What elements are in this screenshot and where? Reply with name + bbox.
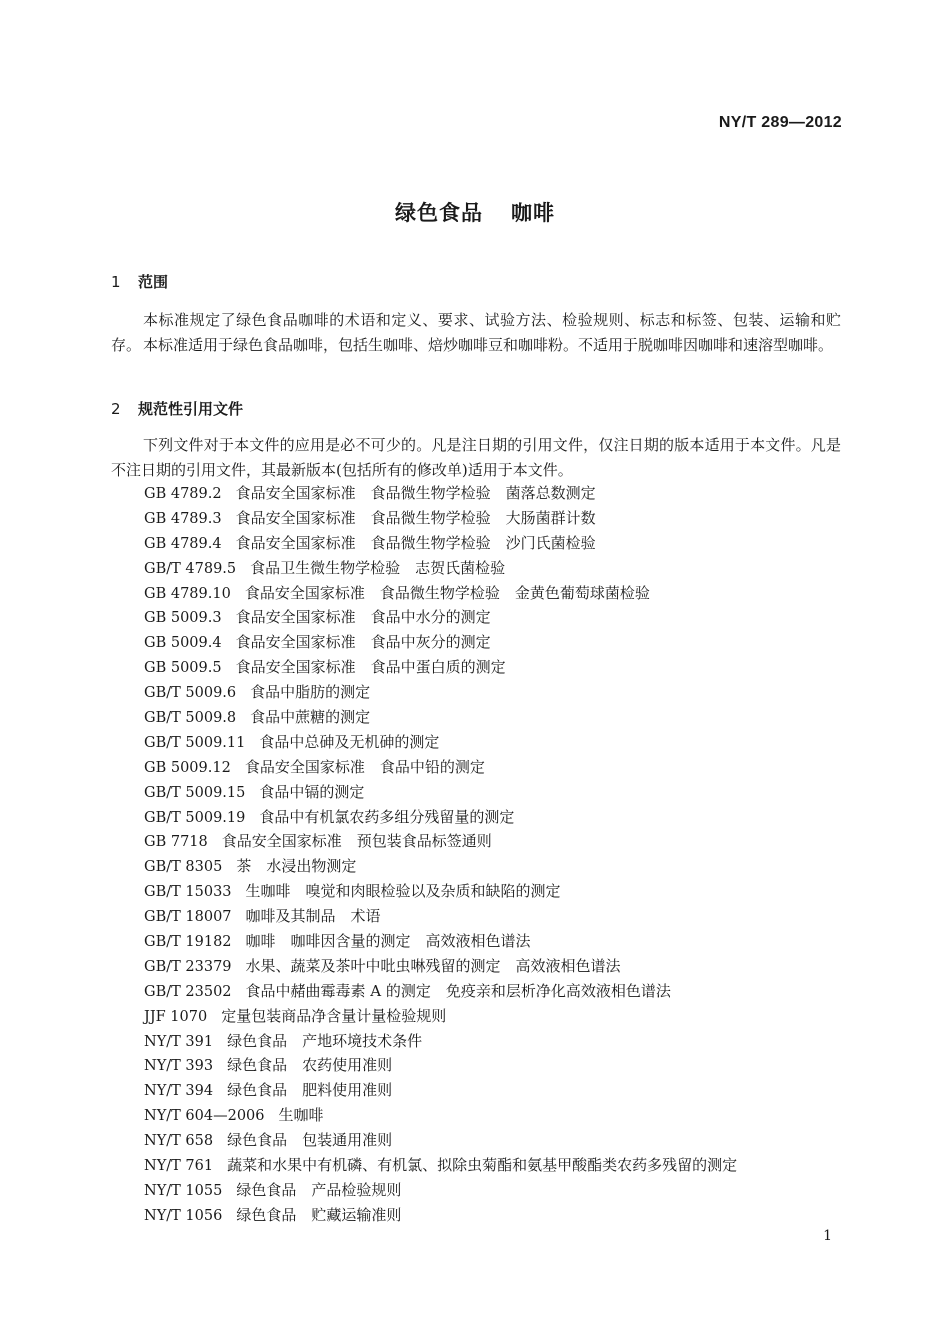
reference-code: NY/T 391 — [144, 1033, 214, 1050]
reference-code: NY/T 658 — [144, 1133, 214, 1150]
reference-item — [144, 829, 737, 854]
reference-code: GB/T 4789.5 — [144, 560, 237, 577]
reference-item — [144, 630, 737, 655]
reference-title: 食品安全国家标准 食品微生物学检验 沙门氏菌检验 — [235, 533, 596, 552]
reference-item — [144, 605, 737, 630]
reference-item — [144, 1053, 737, 1078]
reference-code: GB/T 19182 — [144, 934, 232, 951]
reference-item — [144, 680, 737, 705]
reference-item — [144, 1203, 737, 1228]
reference-code: NY/T 761 — [144, 1158, 214, 1175]
reference-code: GB/T 18007 — [144, 909, 232, 926]
reference-title: 食品中有机氯农药多组分残留量的测定 — [259, 807, 515, 826]
reference-code: GB/T 23379 — [144, 958, 232, 975]
references-intro-paragraph: 下列文件对于本文件的应用是必不可少的。凡是注日期的引用文件，仅注日期的版本适用于本文件。凡是不注日期的引用文件，其最新版本(包括所有的修改单)适用于本文件。 — [111, 436, 841, 479]
reference-code: GB/T 8305 — [144, 859, 223, 876]
reference-code: GB/T 5009.15 — [144, 784, 246, 801]
title-part-green-food: 绿色食品 — [395, 201, 483, 225]
reference-title: 食品中蔗糖的测定 — [250, 708, 371, 727]
reference-item — [144, 1128, 737, 1153]
reference-title: 食品安全国家标准 食品微生物学检验 金黄色葡萄球菌检验 — [244, 583, 650, 602]
reference-code: GB/T 23502 — [144, 983, 232, 1000]
reference-item — [144, 1029, 737, 1054]
reference-title: 食品中镉的测定 — [259, 782, 365, 801]
section-title: 范围 — [138, 273, 169, 291]
reference-title: 绿色食品 产地环境技术条件 — [227, 1031, 423, 1050]
reference-code: GB/T 15033 — [144, 884, 232, 901]
reference-item — [144, 655, 737, 680]
reference-code: GB/T 5009.19 — [144, 809, 246, 826]
reference-item — [144, 1178, 737, 1203]
reference-code: GB 5009.5 — [144, 660, 222, 677]
reference-title: 食品安全国家标准 食品微生物学检验 菌落总数测定 — [235, 484, 596, 502]
reference-item — [144, 780, 737, 805]
reference-title: 食品安全国家标准 食品中水分的测定 — [235, 608, 491, 627]
reference-code: NY/T 1055 — [144, 1182, 223, 1199]
reference-code: NY/T 1056 — [144, 1207, 223, 1224]
section-1-heading — [111, 271, 168, 292]
standard-code: NY/T 289—2012 — [718, 114, 842, 131]
scope-paragraph-1: 本标准规定了绿色食品咖啡的术语和定义、要求、试验方法、检验规则、标志和标签、包装、运输和贮存。 — [111, 311, 841, 354]
reference-item — [144, 506, 737, 531]
reference-item — [144, 854, 737, 879]
reference-item — [144, 1078, 737, 1103]
reference-title: 绿色食品 包装通用准则 — [227, 1131, 393, 1150]
reference-title: 咖啡及其制品 术语 — [245, 907, 381, 926]
reference-title: 食品安全国家标准 食品中蛋白质的测定 — [235, 658, 506, 677]
reference-code: NY/T 393 — [144, 1058, 214, 1075]
reference-code: NY/T 604—2006 — [144, 1108, 265, 1125]
title-part-coffee: 咖啡 — [511, 201, 555, 225]
reference-code: GB/T 5009.11 — [144, 734, 246, 751]
reference-code: GB 4789.4 — [144, 535, 222, 552]
reference-title: 食品卫生微生物学检验 志贺氏菌检验 — [250, 558, 506, 577]
reference-code: GB 5009.12 — [144, 759, 231, 776]
reference-item — [144, 481, 737, 506]
reference-item — [144, 979, 737, 1004]
normative-references-list — [144, 481, 737, 1228]
scope-paragraph-2: 本标准适用于绿色食品咖啡，包括生咖啡、焙炒咖啡豆和咖啡粉。不适用于脱咖啡因咖啡和速溶型咖啡。 — [143, 336, 834, 354]
reference-code: GB 5009.4 — [144, 635, 222, 652]
reference-title: 绿色食品 产品检验规则 — [236, 1180, 402, 1199]
reference-item — [144, 755, 737, 780]
reference-item — [144, 705, 737, 730]
section-number: 1 — [111, 273, 121, 291]
reference-item — [144, 556, 737, 581]
reference-code: GB 4789.2 — [144, 486, 222, 502]
reference-code: NY/T 394 — [144, 1083, 214, 1100]
reference-code: GB/T 5009.6 — [144, 685, 237, 702]
reference-code: GB/T 5009.8 — [144, 710, 237, 727]
page-number: 1 — [823, 1228, 832, 1244]
reference-title: 茶 水浸出物测定 — [236, 857, 357, 876]
reference-item — [144, 879, 737, 904]
reference-item — [144, 1153, 737, 1178]
reference-title: 食品中脂肪的测定 — [250, 683, 371, 702]
reference-item — [144, 1103, 737, 1128]
reference-title: 食品安全国家标准 预包装食品标签通则 — [221, 832, 492, 851]
reference-code: JJF 1070 — [144, 1008, 208, 1025]
reference-title: 定量包装商品净含量计量检验规则 — [221, 1006, 447, 1025]
section-2-heading — [111, 398, 243, 419]
reference-item — [144, 954, 737, 979]
reference-code: GB 4789.3 — [144, 510, 222, 527]
reference-item — [144, 1004, 737, 1029]
reference-title: 咖啡 咖啡因含量的测定 高效液相色谱法 — [245, 932, 531, 951]
section-number: 2 — [111, 400, 121, 418]
reference-code: GB 4789.10 — [144, 585, 231, 602]
reference-title: 食品中总砷及无机砷的测定 — [259, 732, 440, 751]
reference-item — [144, 904, 737, 929]
reference-item — [144, 805, 737, 830]
reference-title: 食品安全国家标准 食品中灰分的测定 — [235, 633, 491, 652]
reference-item — [144, 531, 737, 556]
reference-title: 绿色食品 肥料使用准则 — [227, 1081, 393, 1100]
reference-title: 食品中赭曲霉毒素 A 的测定 免疫亲和层析净化高效液相色谱法 — [245, 981, 671, 1000]
reference-item — [144, 929, 737, 954]
reference-title: 食品安全国家标准 食品微生物学检验 大肠菌群计数 — [235, 508, 596, 527]
reference-title: 食品安全国家标准 食品中铅的测定 — [244, 757, 485, 776]
reference-title: 水果、蔬菜及茶叶中吡虫啉残留的测定 高效液相色谱法 — [245, 956, 621, 975]
reference-title: 蔬菜和水果中有机磷、有机氯、拟除虫菊酯和氨基甲酸酯类农药多残留的测定 — [227, 1156, 738, 1175]
reference-title: 绿色食品 贮藏运输准则 — [236, 1205, 402, 1224]
reference-item — [144, 730, 737, 755]
reference-title: 生咖啡 嗅觉和肉眼检验以及杂质和缺陷的测定 — [245, 882, 561, 901]
reference-title: 绿色食品 农药使用准则 — [227, 1056, 393, 1075]
reference-code: GB 5009.3 — [144, 610, 222, 627]
section-title: 规范性引用文件 — [138, 400, 244, 418]
document-title — [0, 197, 950, 227]
reference-title: 生咖啡 — [278, 1106, 324, 1125]
reference-item — [144, 581, 737, 606]
reference-code: GB 7718 — [144, 834, 208, 851]
